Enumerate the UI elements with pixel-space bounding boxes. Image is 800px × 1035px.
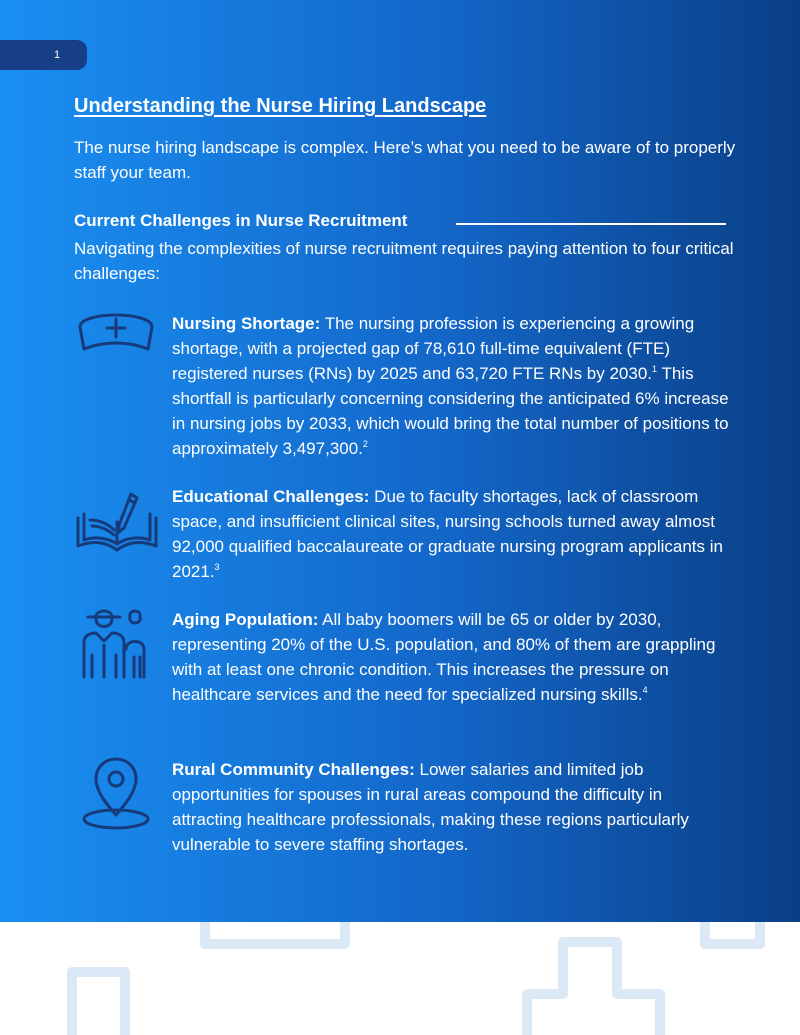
footnote-ref: 3 (214, 562, 220, 572)
challenge-label: Educational Challenges: (172, 487, 370, 506)
page-number-tab (0, 40, 87, 70)
decorative-plus-shapes (0, 922, 800, 1035)
challenge-body: The nursing profession is experiencing a growing shortage, with a projected gap of 78,610 full-time equivalent (FTE) registered nurses (RNs) by 2025 and 63,720 FTE RNs by 2030. (172, 314, 695, 383)
footnote-ref: 2 (362, 439, 368, 449)
challenge-label: Rural Community Challenges: (172, 760, 415, 779)
challenge-label: Nursing Shortage: (172, 314, 321, 333)
book-pencil-icon (74, 488, 160, 554)
challenge-body: Due to faculty shortages, lack of classroom space, and insufficient clinical sites, nursing schools turned away almost 92,000 qualified baccalaureate or graduate nursing program applicants in 2021. (172, 487, 723, 581)
challenge-body-continued: This shortfall is particularly concerning considering the anticipated 6% increase in nursing jobs by 2033, which would bring the total number of positions to approximately 3,497,300. (172, 364, 729, 458)
challenge-rural-community (172, 757, 732, 857)
page-title: Understanding the Nurse Hiring Landscape (74, 95, 487, 117)
challenge-educational (172, 484, 732, 584)
elderly-couple-icon (78, 605, 154, 683)
footnote-ref: 1 (652, 364, 658, 374)
challenge-body: All baby boomers will be 65 or older by 2030, representing 20% of the U.S. population, and 80% of them are grappling with at least one chronic condition. This increases the pressure on healthcare services and the need for specialized nursing skills. (172, 610, 716, 704)
nurse-cap-icon (76, 305, 156, 357)
challenge-label: Aging Population: (172, 610, 319, 629)
challenge-body: Lower salaries and limited job opportunities for spouses in rural areas compound the difficulty in attracting healthcare professionals, making these regions particularly vulnerable to severe staffing shortages. (172, 760, 689, 854)
footnote-ref: 4 (642, 685, 648, 695)
challenge-aging-population (172, 607, 732, 707)
page-number: 1 (54, 49, 61, 61)
section-divider (456, 223, 726, 225)
intro-paragraph: The nurse hiring landscape is complex. Here’s what you need to be aware of to properly staff your team. (74, 138, 736, 182)
challenge-nursing-shortage (172, 311, 732, 461)
map-pin-icon (78, 755, 154, 833)
section-heading: Current Challenges in Nurse Recruitment (74, 211, 408, 230)
section-intro: Navigating the complexities of nurse recruitment requires paying attention to four critical challenges: (74, 239, 734, 283)
